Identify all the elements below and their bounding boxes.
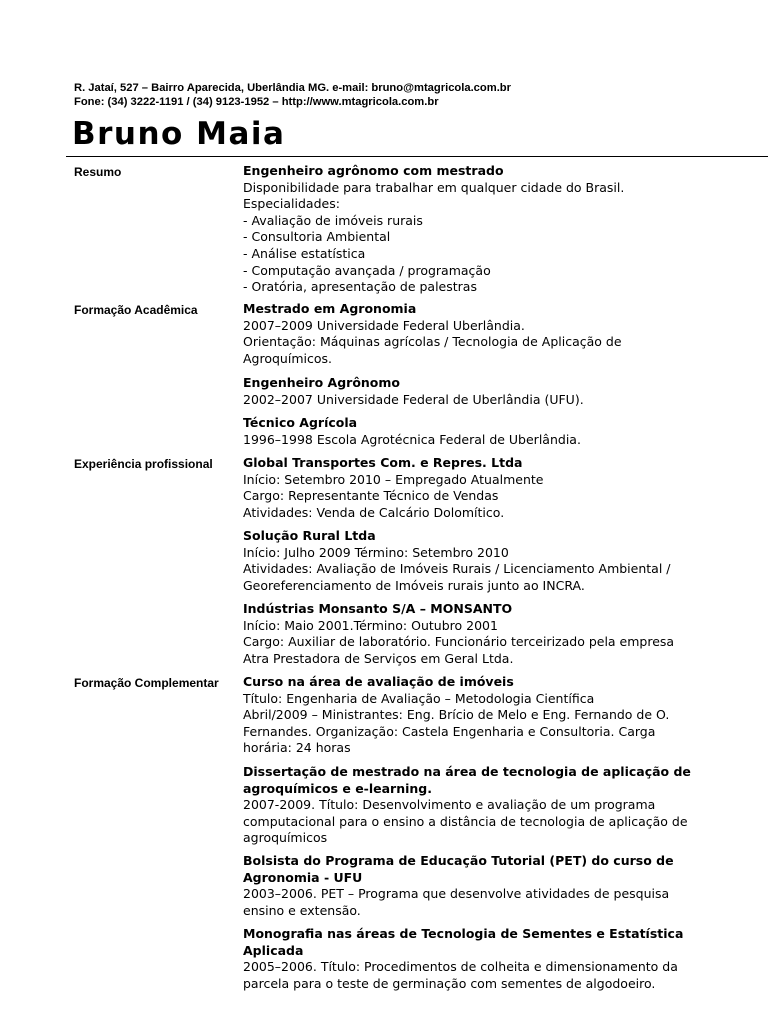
entry-title: Dissertação de mestrado na área de tecnologia de aplicação de <box>243 764 691 779</box>
text-line: 2003–2006. PET – Programa que desenvolve atividades de pesquisa <box>243 886 670 902</box>
text-line: horária: 24 horas <box>243 740 351 756</box>
text-line: 1996–1998 Escola Agrotécnica Federal de Uberlândia. <box>243 431 581 447</box>
entry-title: Aplicada <box>243 942 304 958</box>
text-line: Início: Julho 2009 Término: Setembro 2010 <box>243 544 509 560</box>
text-line: Atra Prestadora de Serviços em Geral Ltda. <box>243 650 514 666</box>
text-line: - Consultoria Ambiental <box>243 229 391 245</box>
entry-title: Agronomia - UFU <box>243 869 363 885</box>
entry-title: Solução Rural Ltda <box>243 528 376 543</box>
entry-engenheiro-agronomo <box>243 375 703 408</box>
entry-solucao-rural <box>243 528 703 594</box>
text-line: 2005–2006. Título: Procedimentos de colheita e dimensionamento da <box>243 959 678 975</box>
entry-title: Bolsista do Programa de Educação Tutorial (PET) do curso de <box>243 853 674 868</box>
text-line: Início: Maio 2001.Término: Outubro 2001 <box>243 617 498 633</box>
text-line: 2007-2009. Título: Desenvolvimento e avaliação de um programa <box>243 797 656 813</box>
entry-monografia <box>243 926 703 992</box>
text-line: 2007–2009 Universidade Federal Uberlândia. <box>243 317 525 333</box>
text-line: - Computação avançada / programação <box>243 262 491 278</box>
text-line: 2002–2007 Universidade Federal de Uberlândia (UFU). <box>243 391 584 407</box>
entry-title: Indústrias Monsanto S/A – MONSANTO <box>243 601 513 616</box>
entry-curso-avaliacao <box>243 674 703 757</box>
entry-title: Monografia nas áreas de Tecnologia de Sementes e Estatística <box>243 926 684 941</box>
header-divider <box>66 156 768 157</box>
entry-title: Técnico Agrícola <box>243 415 358 430</box>
text-line: Georeferenciamento de Imóveis rurais junto ao INCRA. <box>243 577 585 593</box>
text-line: parcela para o teste de germinação com sementes de algodoeiro. <box>243 975 656 991</box>
contact-info <box>74 81 511 109</box>
text-line: Atividades: Venda de Calcário Dolomítico. <box>243 504 505 520</box>
text-line: Cargo: Representante Técnico de Vendas <box>243 488 499 504</box>
contact-phone-website: Fone: (34) 3222-1191 / (34) 9123-1952 – http://www.mtagricola.com.br <box>74 96 439 108</box>
section-label-resumo: Resumo <box>74 165 122 179</box>
section-label-experiencia: Experiência profissional <box>74 457 213 471</box>
entry-monsanto <box>243 601 703 667</box>
text-line: Agroquímicos. <box>243 350 332 366</box>
text-line: computacional para o ensino a distância de tecnologia de aplicação de <box>243 813 688 829</box>
text-line: - Oratória, apresentação de palestras <box>243 279 477 295</box>
section-label-formacao-academica: Formação Acadêmica <box>74 303 198 317</box>
entry-title: Curso na área de avaliação de imóveis <box>243 674 514 689</box>
text-line: Disponibilidade para trabalhar em qualquer cidade do Brasil. <box>243 179 625 195</box>
text-line: - Avaliação de imóveis rurais <box>243 212 423 228</box>
entry-title: Global Transportes Com. e Repres. Ltda <box>243 455 523 470</box>
entry-title: Engenheiro Agrônomo <box>243 375 401 390</box>
text-line: agroquímicos <box>243 830 328 846</box>
entry-mestrado <box>243 301 703 367</box>
text-line: Orientação: Máquinas agrícolas / Tecnologia de Aplicação de <box>243 334 622 350</box>
candidate-name: Bruno Maia <box>72 116 286 152</box>
text-line: Cargo: Auxiliar de laboratório. Funcionário terceirizado pela empresa <box>243 634 675 650</box>
section-resumo <box>243 163 703 296</box>
text-line: Início: Setembro 2010 – Empregado Atualmente <box>243 471 544 487</box>
entry-tecnico-agricola <box>243 415 703 448</box>
text-line: Abril/2009 – Ministrantes: Eng. Brício de Melo e Eng. Fernando de O. <box>243 707 670 723</box>
text-line: - Análise estatística <box>243 245 366 261</box>
entry-title: Engenheiro agrônomo com mestrado <box>243 163 504 178</box>
text-line: Especialidades: <box>243 196 340 212</box>
text-line: Título: Engenharia de Avaliação – Metodologia Científica <box>243 690 595 706</box>
entry-bolsista-pet <box>243 853 703 919</box>
text-line: ensino e extensão. <box>243 902 361 918</box>
contact-address-email: R. Jataí, 527 – Bairro Aparecida, Uberlândia MG. e-mail: bruno@mtagricola.com.br <box>74 82 511 94</box>
entry-title: Mestrado em Agronomia <box>243 301 417 316</box>
text-line: Fernandes. Organização: Castela Engenharia e Consultoria. Carga <box>243 723 656 739</box>
entry-global-transportes <box>243 455 703 521</box>
entry-dissertacao <box>243 764 703 847</box>
entry-title: agroquímicos e e-learning. <box>243 780 433 796</box>
text-line: Atividades: Avaliação de Imóveis Rurais / Licenciamento Ambiental / <box>243 561 671 577</box>
section-label-formacao-complementar: Formação Complementar <box>74 676 219 690</box>
